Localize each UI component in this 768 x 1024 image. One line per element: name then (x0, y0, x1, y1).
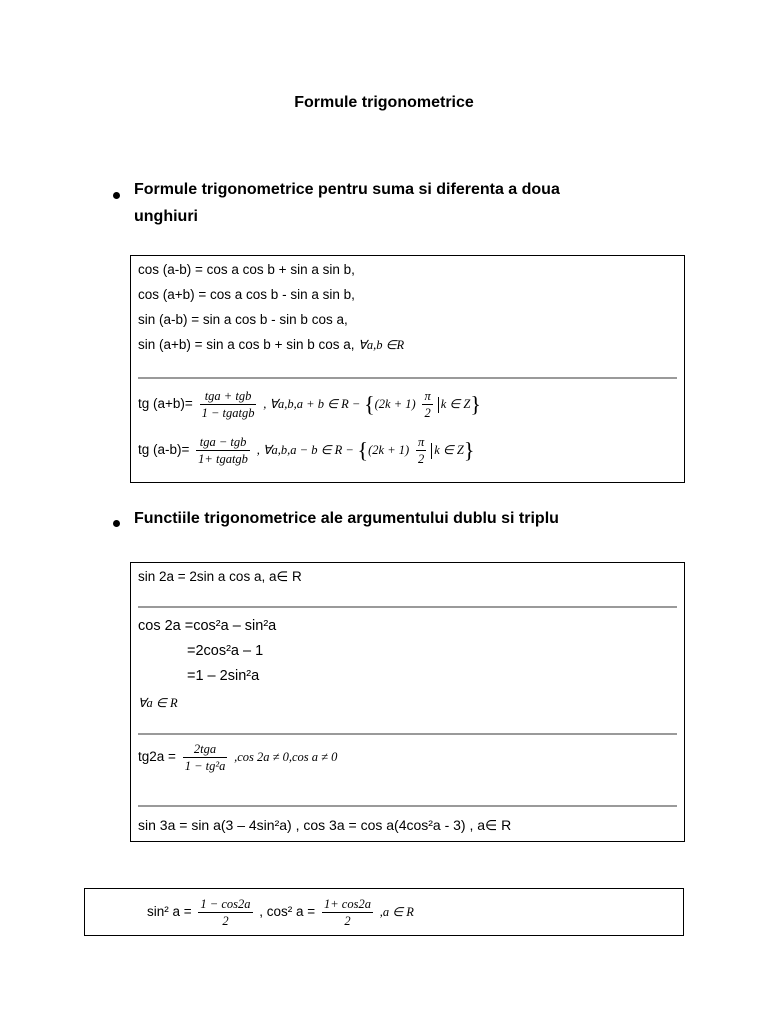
section1-heading-line2: unghiuri (134, 208, 198, 225)
tg2a-denominator: 1 − tg²a (184, 759, 226, 773)
formula-tg-sum: tg (a+b)= $\frac{\text{tga + tgb}}{\text{1 − tgatgb}}$ , ∀a,b,a + b ∈ R − {(2k + 1) $\frac{\pi}{2}$ k ∈ Z} (138, 389, 481, 420)
formula-cos-diff: cos (a-b) = cos a cos b + sin a sin b, (138, 262, 355, 277)
tg-sum-label: tg (a+b)= (138, 396, 193, 412)
bullet-icon (113, 186, 120, 204)
formula-sin-sum-text: sin (a+b) = sin a cos b + sin b cos a, (138, 337, 355, 352)
section1-heading-line1: Formule trigonometrice pentru suma si diferenta a doua (134, 181, 560, 198)
pi-over-two: $\frac{\pi}{2}$ (417, 435, 425, 466)
formula-cos2a-3: =1 – 2sin²a (187, 668, 260, 684)
sin2-denominator: 2 (222, 914, 229, 928)
tg-diff-label: tg (a-b)= (138, 442, 190, 458)
forall-ab: ∀a,b ∈R (358, 338, 405, 352)
double-triple-box (130, 562, 685, 842)
tg-sum-set-left: (2k + 1) (374, 397, 416, 412)
separator (138, 377, 677, 379)
k-in-z: k ∈ Z (440, 397, 471, 412)
tg2a-fraction (183, 741, 228, 774)
square-formulas-box (84, 888, 684, 936)
cos2-denominator: 2 (344, 914, 351, 928)
forall-a: ∀a ∈ R (138, 696, 178, 710)
formula-sin2a: sin 2a = 2sin a cos a, a∈ R (138, 569, 302, 584)
pi-over-two: $\frac{\pi}{2}$ (424, 389, 431, 420)
formula-sin-sum (138, 337, 404, 353)
separator (138, 805, 677, 807)
sum-difference-box (130, 255, 685, 483)
tg2a-condition: ,cos 2a ≠ 0,cos a ≠ 0 (234, 750, 338, 765)
tg-diff-fraction (196, 434, 250, 467)
k-in-z: k ∈ Z (434, 443, 464, 458)
formula-triple: sin 3a = sin a(3 – 4sin²a) , cos 3a = cos a(4cos²a - 3) , a∈ R (138, 817, 512, 833)
sin2-label: sin² a = (147, 904, 192, 920)
tg-sum-numerator: tga + tgb (200, 388, 257, 405)
tg-diff-set-left: (2k + 1) (368, 443, 410, 458)
tg-diff-numerator: tga − tgb (196, 434, 250, 451)
cos2-label: , cos² a = (259, 904, 316, 920)
formula-sin-diff: sin (a-b) = sin a cos b - sin b cos a, (138, 312, 348, 327)
tg2a-numerator: 2tga (183, 741, 228, 758)
tg2a-label: tg2a = (138, 749, 176, 765)
formula-squares (147, 896, 414, 929)
cos2-fraction (322, 896, 373, 929)
tg-sum-condition: , ∀a,b,a + b ∈ R − (263, 397, 361, 412)
section1-heading (134, 176, 654, 230)
separator (138, 606, 677, 608)
page-title: Formule trigonometrice (294, 94, 474, 111)
tg-sum-denominator: 1 − tgatgb (201, 406, 255, 420)
tg-sum-fraction (200, 388, 257, 421)
bullet-icon (113, 514, 120, 532)
separator (138, 733, 677, 735)
tg-diff-denominator: 1+ tgatgb (198, 452, 248, 466)
sin2-numerator: 1 − cos2a (200, 897, 251, 911)
tg-diff-condition: , ∀a,b,a − b ∈ R − (256, 443, 354, 458)
formula-tg-diff: tg (a-b)= $\frac{\text{tga − tgb}}{\text{1+ tgatgb}}$ , ∀a,b,a − b ∈ R − {(2k + 1) $\frac{\pi}{2}$ k ∈ Z} (138, 435, 475, 466)
cos2-numerator: 1+ cos2a (323, 897, 371, 911)
formula-tg2a (138, 741, 337, 774)
sin2-fraction (198, 896, 252, 929)
formula-cos2a-2: =2cos²a – 1 (187, 643, 264, 659)
formula-cos-sum: cos (a+b) = cos a cos b - sin a sin b, (138, 287, 355, 302)
square-condition: ,a ∈ R (379, 905, 414, 920)
section2-heading: Functiile trigonometrice ale argumentului dublu si triplu (134, 510, 559, 527)
formula-cos2a-1: cos 2a =cos²a – sin²a (138, 618, 277, 634)
